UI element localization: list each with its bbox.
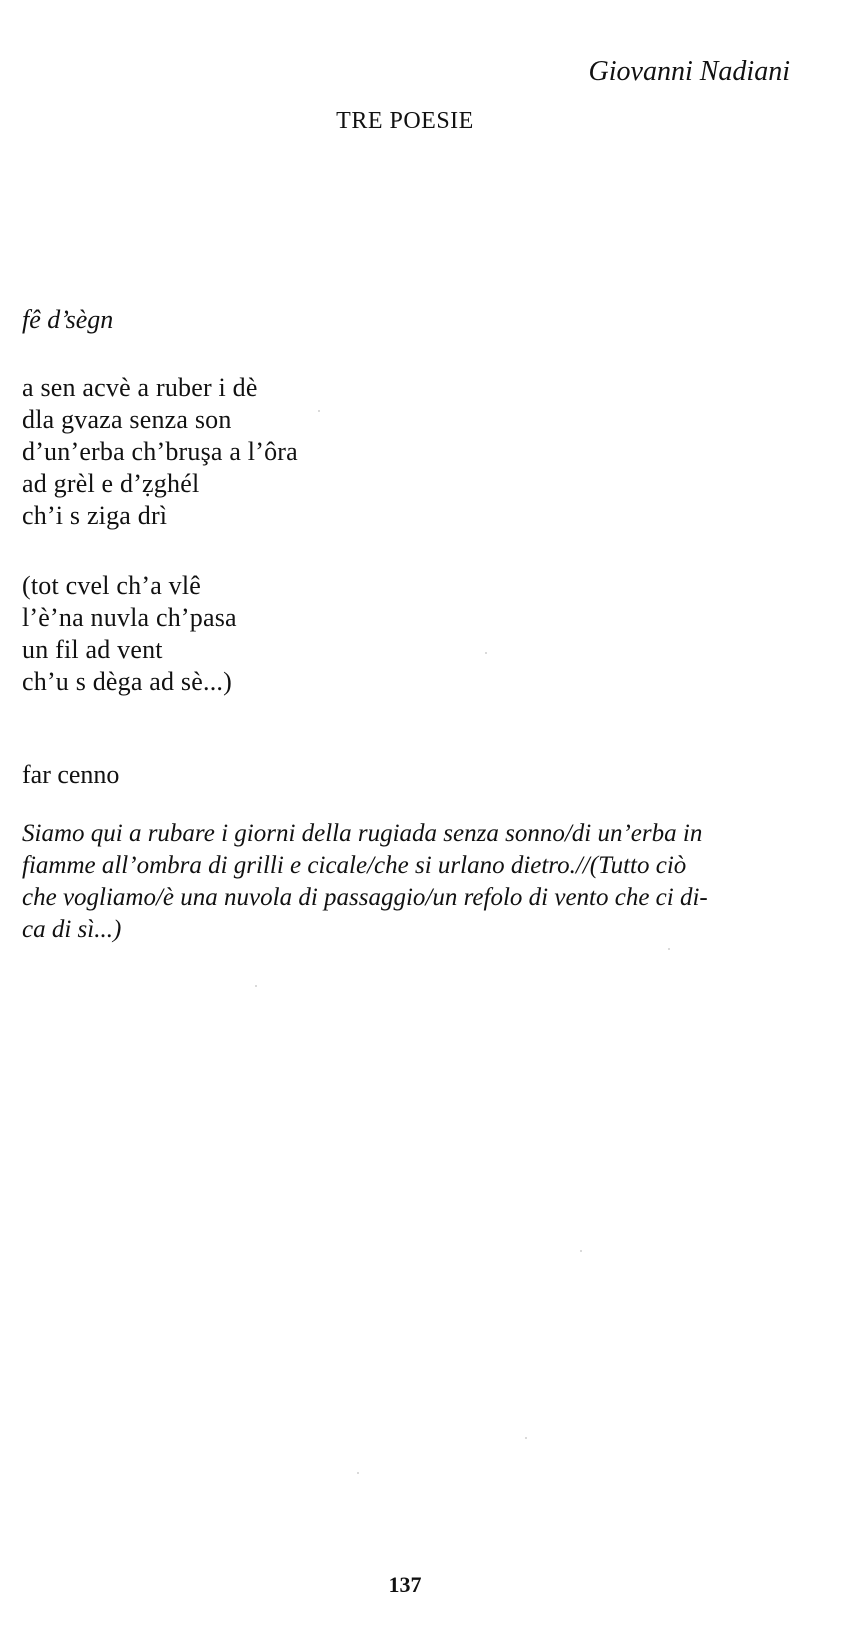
page-number: 137 [388, 1572, 422, 1597]
paper-speck [318, 410, 320, 412]
translation-text [22, 818, 822, 946]
poem-line: un fil ad vent [22, 635, 163, 664]
translation-line: Siamo qui a rubare i giorni della rugiada senza sonno/di un’erba in [22, 820, 703, 847]
paper-speck [580, 1250, 582, 1252]
poem-line: ch’u s dèga ad sè...) [22, 667, 232, 696]
collection-title [0, 106, 810, 136]
translation-line: fiamme all’ombra di grilli e cicale/che si urlano dietro.//(Tutto ciò [22, 852, 687, 879]
poem-line: (tot cvel ch’a vlê [22, 571, 202, 600]
poem-line: dla gvaza senza son [22, 405, 232, 434]
poem-line: ad grèl e d’ẓghél [22, 469, 200, 498]
poem-line: ch’i s ziga drì [22, 501, 168, 530]
paper-speck [357, 1472, 359, 1474]
author-name: Giovanni Nadiani [588, 56, 790, 87]
paper-speck [668, 948, 670, 950]
paper-speck [525, 1437, 527, 1439]
translation-title: far cenno [22, 760, 120, 789]
translation-line: ca di sì...) [22, 916, 122, 943]
poem-line: d’un’erba ch’bruşa a l’ôra [22, 437, 298, 466]
poem-stanza-1 [22, 372, 298, 532]
poem-line: a sen acvè a ruber i dè [22, 373, 258, 402]
paper-speck [255, 985, 257, 987]
poem-line: l’è’na nuvla ch’pasa [22, 603, 237, 632]
translation-line: che vogliamo/è una nuvola di passaggio/un refolo di vento che ci di- [22, 884, 708, 911]
poem-stanza-2 [22, 570, 237, 698]
poem-title: fê d’sègn [22, 305, 114, 334]
collection-title-text: TRE POESIE [336, 108, 474, 134]
paper-speck [485, 652, 487, 654]
